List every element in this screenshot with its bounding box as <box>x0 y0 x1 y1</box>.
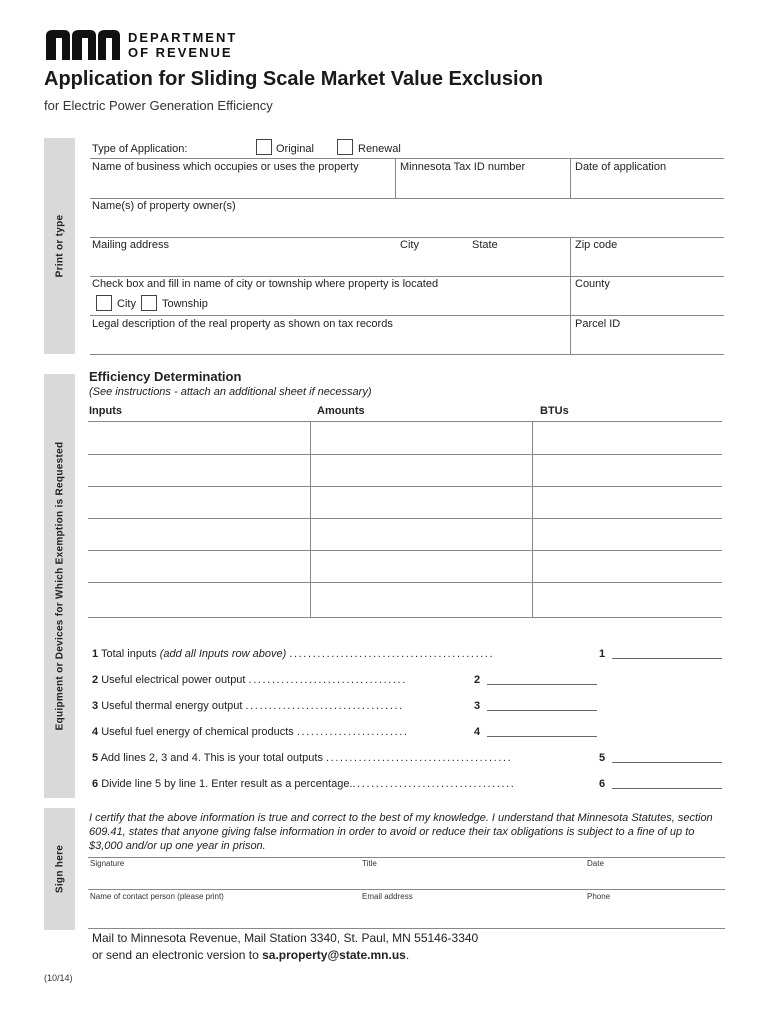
revision-date: (10/14) <box>44 973 73 983</box>
sign-sidebar-label: Sign here <box>54 844 65 894</box>
dept-line-2: OF REVENUE <box>128 45 233 60</box>
table-row[interactable] <box>88 486 722 487</box>
table-row[interactable] <box>88 582 722 583</box>
zip-code-field[interactable]: Zip code <box>575 239 618 251</box>
line-6 <box>92 778 515 790</box>
send-electronic-line <box>92 948 409 962</box>
state-field[interactable]: State <box>472 239 498 251</box>
sign-sidebar <box>44 808 75 930</box>
line-4 <box>92 726 409 738</box>
print-sidebar-label: Print or type <box>54 214 65 278</box>
line-6-ref: 6 <box>599 778 606 790</box>
line-5-dots: ........................................ <box>326 752 513 764</box>
tax-id-field[interactable]: Minnesota Tax ID number <box>400 161 526 173</box>
line-1-number: 1 <box>92 648 99 660</box>
table-row[interactable] <box>88 617 722 618</box>
equipment-sidebar <box>44 374 75 798</box>
line-5 <box>92 752 512 764</box>
line-2 <box>92 674 407 686</box>
original-checkbox[interactable] <box>256 139 272 155</box>
line-3-dots: .................................. <box>245 700 404 712</box>
line-3-text: Useful thermal energy output <box>101 700 243 712</box>
send-suffix: . <box>405 948 410 962</box>
line-4-dots: ........................ <box>296 726 409 738</box>
check-box-instructions: Check box and fill in name of city or township where property is located <box>92 278 439 290</box>
equipment-sidebar-label: Equipment or Devices for Which Exemption is Requested <box>54 441 65 731</box>
line-1-dots: ............................................ <box>289 648 495 660</box>
date-of-application-field[interactable]: Date of application <box>575 161 667 173</box>
mn-logo <box>44 28 122 62</box>
send-prefix: or send an electronic version to <box>92 948 263 962</box>
line-1-italic: (add all Inputs row above) <box>159 648 287 660</box>
line-5-text: Add lines 2, 3 and 4. This is your total outputs <box>100 752 323 764</box>
township-option-label: Township <box>162 298 208 310</box>
certification-text: I certify that the above information is true and correct to the best of my knowledge. I understand that Minnesota Statutes, section 609.41, states that anyone giving false information in order to avoid or reduce their tax obligations is subject to a fine of up to $3,000 and/or up one year in prison. <box>89 812 713 852</box>
title-field[interactable]: Title <box>362 859 377 868</box>
line-3-number: 3 <box>92 700 99 712</box>
table-row[interactable] <box>88 454 722 455</box>
city-checkbox[interactable] <box>96 295 112 311</box>
legal-description-field[interactable]: Legal description of the real property as shown on tax records <box>92 318 393 330</box>
phone-field[interactable]: Phone <box>587 892 611 901</box>
property-owners-field[interactable]: Name(s) of property owner(s) <box>92 200 236 212</box>
table-row[interactable] <box>88 518 722 519</box>
col-amounts-header: Amounts <box>317 405 365 417</box>
mn-logo-icon <box>44 28 122 62</box>
line-2-dots: .................................. <box>248 674 407 686</box>
signature-field[interactable]: Signature <box>90 859 125 868</box>
line-5-number: 5 <box>92 752 99 764</box>
line-3-ref: 3 <box>474 700 481 712</box>
line-2-number: 2 <box>92 674 99 686</box>
line-1-ref: 1 <box>599 648 606 660</box>
line-6-text: Divide line 5 by line 1. Enter result as a percentage. <box>101 778 353 790</box>
city-field[interactable]: City <box>400 239 419 251</box>
county-field[interactable]: County <box>575 278 610 290</box>
line-6-number: 6 <box>92 778 99 790</box>
date-field[interactable]: Date <box>587 859 604 868</box>
line-4-text: Useful fuel energy of chemical products <box>101 726 294 738</box>
line-2-input[interactable] <box>487 684 597 685</box>
type-of-application-label: Type of Application: <box>92 143 188 155</box>
page-subtitle: for Electric Power Generation Efficiency <box>44 98 273 113</box>
line-2-text: Useful electrical power output <box>101 674 246 686</box>
email-address-field[interactable]: Email address <box>362 892 413 901</box>
mailing-address-field[interactable]: Mailing address <box>92 239 170 251</box>
print-sidebar <box>44 138 75 354</box>
table-row[interactable] <box>88 550 722 551</box>
send-email-link[interactable]: sa.property@state.mn.us <box>262 948 406 962</box>
col-btus-header: BTUs <box>540 405 569 417</box>
city-option-label: City <box>117 298 136 310</box>
line-2-ref: 2 <box>474 674 481 686</box>
contact-name-field[interactable]: Name of contact person (please print) <box>90 892 224 901</box>
line-1-input[interactable] <box>612 658 722 659</box>
renewal-label: Renewal <box>358 143 401 155</box>
line-4-number: 4 <box>92 726 99 738</box>
line-1-text: Total inputs <box>100 648 160 660</box>
line-5-ref: 5 <box>599 752 606 764</box>
business-name-field[interactable]: Name of business which occupies or uses the property <box>92 161 359 173</box>
mail-to-line: Mail to Minnesota Revenue, Mail Station 3340, St. Paul, MN 55146-3340 <box>92 931 479 945</box>
original-label: Original <box>276 143 314 155</box>
renewal-checkbox[interactable] <box>337 139 353 155</box>
line-3-input[interactable] <box>487 710 597 711</box>
parcel-id-field[interactable]: Parcel ID <box>575 318 621 330</box>
efficiency-heading: Efficiency Determination <box>89 369 242 384</box>
efficiency-table <box>88 421 722 618</box>
township-checkbox[interactable] <box>141 295 157 311</box>
col-inputs-header: Inputs <box>89 405 122 417</box>
line-4-input[interactable] <box>487 736 597 737</box>
line-4-ref: 4 <box>474 726 481 738</box>
dept-line-1: DEPARTMENT <box>128 30 238 45</box>
line-1 <box>92 648 494 660</box>
line-3 <box>92 700 404 712</box>
efficiency-note: (See instructions - attach an additional sheet if necessary) <box>89 386 372 398</box>
page-title: Application for Sliding Scale Market Value Exclusion <box>44 68 544 90</box>
line-6-input[interactable] <box>612 788 722 789</box>
line-6-dots: ................................... <box>352 778 516 790</box>
line-5-input[interactable] <box>612 762 722 763</box>
